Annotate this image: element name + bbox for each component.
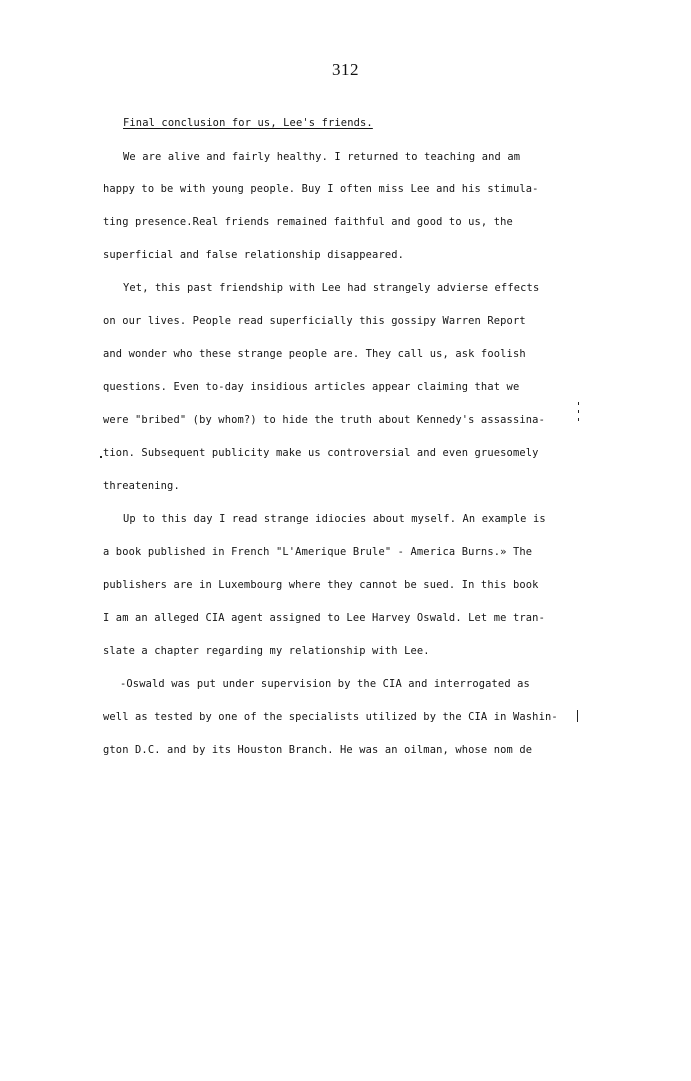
page-number: 312 — [332, 60, 359, 79]
text-line: publishers are in Luxembourg where they cannot be sued. In this book — [103, 579, 539, 591]
section-heading: Final conclusion for us, Lee's friends. — [123, 117, 373, 129]
scan-mark — [100, 456, 102, 458]
text-line: We are alive and fairly healthy. I returned to teaching and am — [123, 151, 521, 163]
text-line: questions. Even to-day insidious articles appear claiming that we — [103, 381, 520, 393]
text-line: slate a chapter regarding my relationship with Lee. — [103, 645, 430, 657]
text-line: well as tested by one of the specialists utilized by the CIA in Washin- — [103, 711, 558, 723]
text-line: -Oswald was put under supervision by the CIA and interrogated as — [120, 678, 530, 690]
scan-mark — [578, 410, 579, 413]
text-line: gton D.C. and by its Houston Branch. He was an oilman, whose nom de — [103, 744, 533, 756]
text-line: were "bribed" (by whom?) to hide the truth about Kennedy's assassina- — [103, 414, 545, 426]
text-line: ting presence.Real friends remained faithful and good to us, the — [103, 216, 513, 228]
text-line: and wonder who these strange people are. They call us, ask foolish — [103, 348, 526, 360]
scan-mark — [578, 418, 579, 421]
text-line: happy to be with young people. Buy I often miss Lee and his stimula- — [103, 183, 539, 195]
text-line: Yet, this past friendship with Lee had strangely advierse effects — [123, 282, 540, 294]
scan-mark — [578, 402, 579, 405]
text-line: superficial and false relationship disappeared. — [103, 249, 405, 261]
scan-mark — [577, 710, 578, 722]
text-line: threatening. — [103, 480, 180, 492]
text-line: I am an alleged CIA agent assigned to Lee Harvey Oswald. Let me tran- — [103, 612, 545, 624]
text-line: Up to this day I read strange idiocies about myself. An example is — [123, 513, 546, 525]
text-line: tion. Subsequent publicity make us controversial and even gruesomely — [103, 447, 539, 459]
text-line: a book published in French "L'Amerique Brule" - America Burns.» The — [103, 546, 533, 558]
text-line: on our lives. People read superficially this gossipy Warren Report — [103, 315, 526, 327]
